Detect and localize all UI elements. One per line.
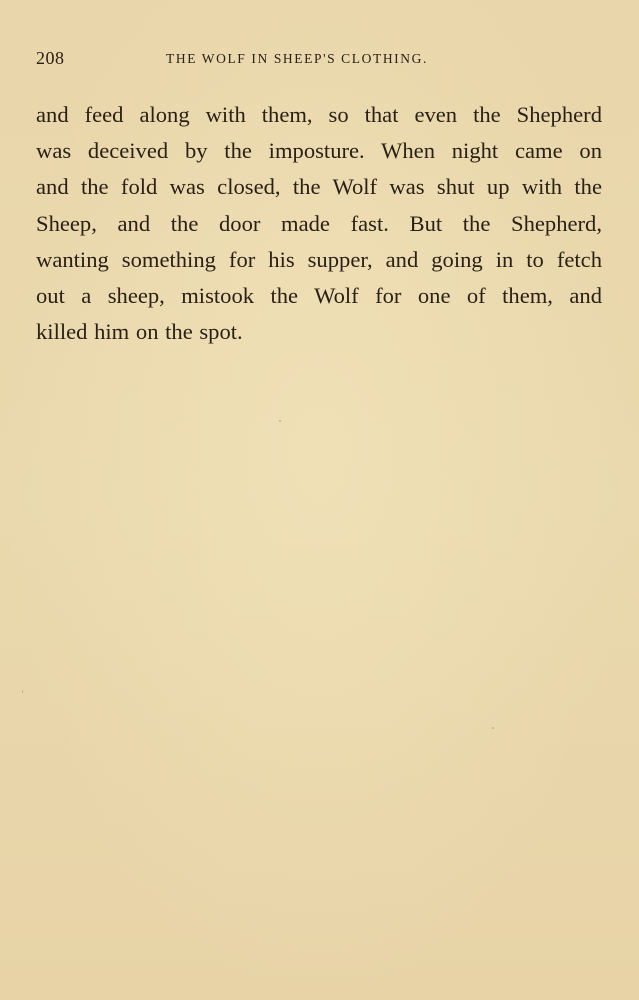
text-line: was deceived by the imposture. When night came on	[36, 138, 602, 164]
body-paragraph	[36, 97, 602, 350]
running-head	[36, 48, 602, 72]
text-line: out a sheep, mistook the Wolf for one of them, and	[36, 283, 602, 309]
page-number: 208	[36, 48, 65, 68]
text-line: and feed along with them, so that even the Shepherd	[36, 102, 602, 127]
text-line: wanting something for his supper, and going in to fetch	[36, 246, 602, 272]
paper-speck	[279, 420, 281, 422]
text-line: Sheep, and the door made fast. But the Shepherd,	[36, 210, 602, 236]
paper-speck	[492, 727, 494, 729]
text-line: and the fold was closed, the Wolf was shut up with the	[36, 174, 602, 200]
running-title: THE WOLF IN SHEEP'S CLOTHING.	[166, 51, 428, 66]
paper-speck	[22, 690, 23, 693]
text-line: killed him on the spot.	[36, 319, 243, 345]
